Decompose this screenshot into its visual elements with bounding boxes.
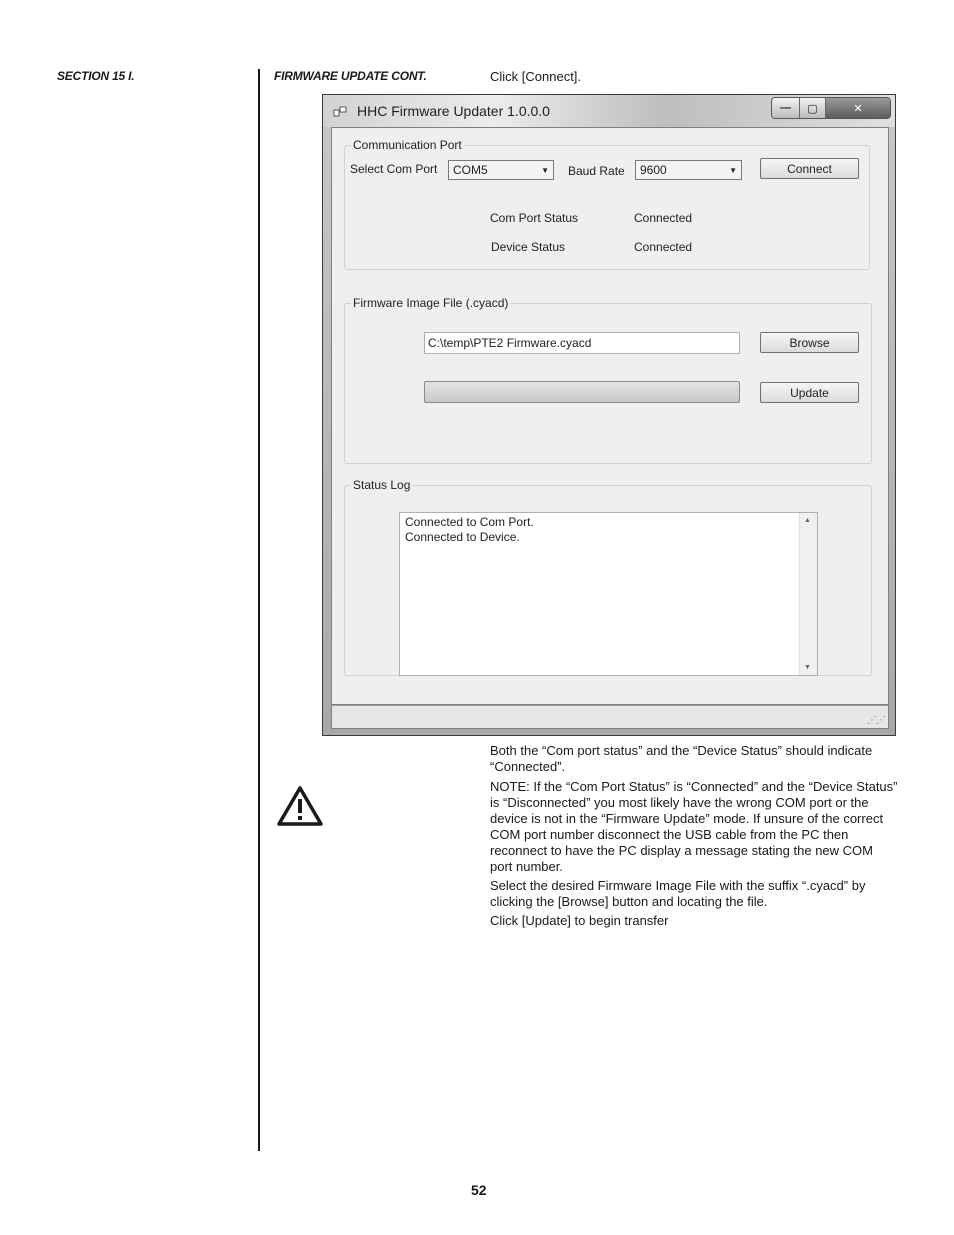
subsection-label: FIRMWARE UPDATE CONT.	[274, 69, 427, 83]
connect-instruction: Click [Connect].	[490, 69, 582, 84]
com-port-status-label: Com Port Status	[490, 211, 579, 225]
window-title: HHC Firmware Updater 1.0.0.0	[357, 103, 550, 119]
page-number: 52	[471, 1182, 487, 1198]
browse-button[interactable]: Browse	[760, 332, 859, 353]
update-button[interactable]: Update	[760, 382, 859, 403]
note-text: NOTE: If the “Com Port Status” is “Connected” and the “Device Status” is “Disconnected” you most likely have the wrong COM port or the device is not in the “Firmware Update” mode. If unsure of the correct COM port number disconnect the USB cable from the PC then reconnect to have the PC display a message stating the new COM port number.	[490, 779, 898, 874]
com-port-select[interactable]	[448, 160, 554, 180]
device-status-value: Connected	[634, 240, 693, 254]
status-log-lines	[405, 515, 534, 545]
resize-grip-icon[interactable]: ⋰⋰	[867, 715, 885, 726]
update-instruction-text: Click [Update] to begin transfer	[490, 913, 669, 928]
connect-button[interactable]: Connect	[760, 158, 859, 179]
window-titlebar	[323, 95, 895, 127]
app-icon	[333, 105, 347, 119]
status-explanation-text: Both the “Com port status” and the “Device Status” should indicate “Connected”.	[490, 743, 873, 774]
firmware-file-path-input[interactable]: C:\temp\PTE2 Firmware.cyacd	[424, 332, 740, 354]
baud-rate-select[interactable]	[635, 160, 742, 180]
com-port-status-value: Connected	[634, 211, 693, 225]
scroll-down-arrow-icon[interactable]: ▼	[804, 664, 811, 671]
baud-rate-value: 9600	[640, 163, 667, 177]
status-log-scrollbar[interactable]	[799, 513, 817, 675]
column-divider	[258, 69, 260, 1151]
log-line: Connected to Com Port.	[405, 515, 534, 529]
com-port-value: COM5	[453, 163, 488, 177]
log-line: Connected to Device.	[405, 530, 520, 544]
section-label: SECTION 15 I.	[57, 69, 135, 83]
chevron-down-icon: ▼	[541, 165, 549, 175]
window-statusbar	[331, 705, 889, 729]
communication-port-legend: Communication Port	[353, 138, 462, 152]
warning-triangle-icon	[276, 785, 324, 827]
chevron-down-icon: ▼	[729, 165, 737, 175]
firmware-updater-window	[322, 94, 896, 736]
status-log-textarea[interactable]	[399, 512, 818, 676]
window-client-area	[331, 127, 889, 705]
maximize-button[interactable]: ▢	[800, 98, 826, 118]
window-controls	[771, 97, 891, 119]
update-progress-bar	[424, 381, 740, 403]
firmware-image-group	[344, 296, 872, 464]
baud-rate-label: Baud Rate	[568, 164, 625, 178]
scroll-up-arrow-icon[interactable]: ▲	[804, 517, 811, 524]
status-log-legend: Status Log	[353, 478, 411, 492]
minimize-button[interactable]: —	[772, 98, 800, 118]
close-button[interactable]: ✕	[826, 98, 890, 118]
device-status-label: Device Status	[491, 240, 566, 254]
select-com-port-label: Select Com Port	[350, 162, 438, 176]
firmware-image-legend: Firmware Image File (.cyacd)	[353, 296, 509, 310]
browse-instruction-text: Select the desired Firmware Image File with the suffix “.cyacd” by clicking the [Browse] button and locating the file.	[490, 878, 866, 909]
